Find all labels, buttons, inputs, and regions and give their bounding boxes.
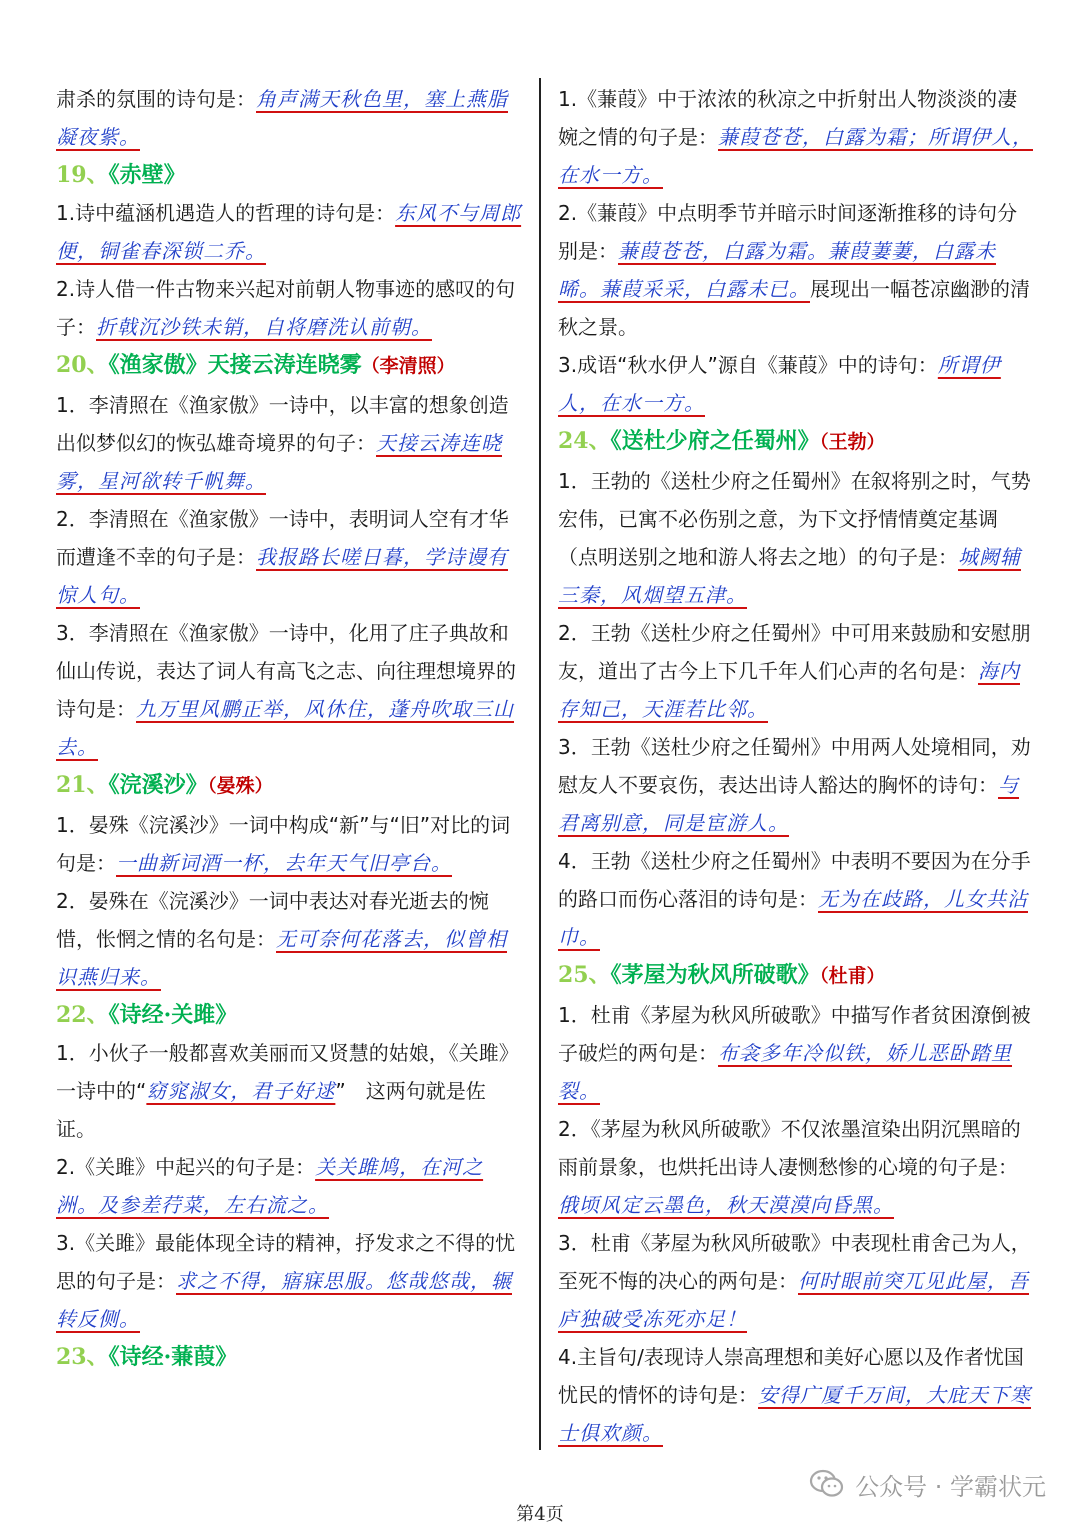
answer: 我报路长嗟日暮，学诗谩有惊人句。 xyxy=(56,545,508,607)
paragraph: 3．杜甫《茅屋为秋风所破歌》中表现杜甫舍己为人，至死不悔的决心的两句是：何时眼前突兀见此屋，吾庐独破受冻死亦足！ xyxy=(558,1231,1031,1331)
answer: 城阙辅三秦，风烟望五津。 xyxy=(558,545,1021,607)
paragraph: 3.成语“秋水伊人”源自《蒹葭》中的诗句：所谓伊人，在水一方。 xyxy=(558,353,1001,415)
section-heading: 25、《茅屋为秋风所破歌》（杜甫） xyxy=(558,962,885,988)
column-divider xyxy=(539,78,541,1450)
answer: 安得广厦千万间，大庇天下寒士俱欢颜。 xyxy=(558,1383,1031,1445)
answer: 九万里风鹏正举，风休住，蓬舟吹取三山去。 xyxy=(56,697,514,759)
answer: 折戟沉沙铁未销，自将磨洗认前朝。 xyxy=(96,315,432,339)
section-heading: 24、《送杜少府之任蜀州》（王勃） xyxy=(558,428,885,454)
paragraph: 2.《蒹葭》中点明季节并暗示时间逐渐推移的诗句分别是：蒹葭苍苍，白露为霜。蒹葭萋萋，白露未晞。蒹葭采采，白露未已。展现出一幅苍凉幽渺的清秋之景。 xyxy=(558,201,1030,339)
answer: 窈窕淑女，君子好逑 xyxy=(146,1079,336,1103)
wechat-watermark xyxy=(809,1464,1046,1504)
paragraph: 1．小伙子一般都喜欢美丽而又贤慧的姑娘，《关雎》一诗中的“窈窕淑女，君子好逑” 这两句就是佐证。 xyxy=(56,1041,519,1141)
answer: 蒹葭苍苍，白露为霜；所谓伊人，在水一方。 xyxy=(558,125,1033,187)
wechat-icon xyxy=(809,1468,845,1500)
paragraph: 1.诗中蕴涵机遇造人的哲理的诗句是：东风不与周郎便，铜雀春深锁二乔。 xyxy=(56,201,522,263)
paragraph: 1．杜甫《茅屋为秋风所破歌》中描写作者贫困潦倒被子破烂的两句是：布衾多年冷似铁，娇儿恶卧踏里裂。 xyxy=(558,1003,1031,1103)
answer: 所谓伊人，在水一方。 xyxy=(558,353,1001,415)
answer: 与君离别意，同是宦游人。 xyxy=(558,773,1019,835)
paragraph: 3．李清照在《渔家傲》一诗中，化用了庄子典故和仙山传说，表达了词人有高飞之志、向往理想境界的诗句是：九万里风鹏正举，风休住，蓬舟吹取三山去。 xyxy=(56,621,516,759)
paragraph: 2.诗人借一件古物来兴起对前朝人物事迹的感叹的句子：折戟沉沙铁未销，自将磨洗认前朝。 xyxy=(56,277,516,339)
paragraph: 4.主旨句/表现诗人崇高理想和美好心愿以及作者忧国忧民的情怀的诗句是：安得广厦千万间，大庇天下寒士俱欢颜。 xyxy=(558,1345,1031,1445)
wechat-brand-text: 公众号 · 学霸状元 xyxy=(855,1472,1046,1501)
answer: 无可奈何花落去，似曾相识燕归来。 xyxy=(56,927,507,989)
section-heading: 19、《赤壁》 xyxy=(56,162,186,188)
answer: 俄顷风定云墨色，秋天漠漠向昏黑。 xyxy=(558,1193,894,1217)
answer: 蒹葭苍苍，白露为霜。蒹葭萋萋，白露未晞。蒹葭采采，白露未已。 xyxy=(558,239,996,301)
answer: 天接云涛连晓雾，星河欲转千帆舞。 xyxy=(56,431,502,493)
paragraph: 2．李清照在《渔家傲》一诗中，表明词人空有才华而遭逢不幸的句子是：我报路长嗟日暮，学诗谩有惊人句。 xyxy=(56,507,509,607)
answer: 关关雎鸠，在河之洲。及参差荇菜，左右流之。 xyxy=(56,1155,484,1217)
paragraph: 1．王勃的《送杜少府之任蜀州》在叙将别之时，气势宏伟，已寓不必伤别之意，为下文抒情情奠定基调（点明送别之地和游人将去之地）的句子是：城阙辅三秦，风烟望五津。 xyxy=(558,469,1031,607)
paragraph: 3．王勃《送杜少府之任蜀州》中用两人处境相同，劝慰友人不要哀伤，表达出诗人豁达的胸怀的诗句：与君离别意，同是宦游人。 xyxy=(558,735,1031,835)
answer: 布衾多年冷似铁，娇儿恶卧踏里裂。 xyxy=(558,1041,1012,1103)
section-heading: 21、《浣溪沙》（晏殊） xyxy=(56,772,273,798)
answer: 东风不与周郎便，铜雀春深锁二乔。 xyxy=(56,201,522,263)
left-column xyxy=(56,80,522,1376)
answer: 何时眼前突兀见此屋，吾庐独破受冻死亦足！ xyxy=(558,1269,1029,1331)
paragraph: 1.《蒹葭》中于浓浓的秋凉之中折射出人物淡淡的凄婉之情的句子是：蒹葭苍苍，白露为霜；所谓伊人，在水一方。 xyxy=(558,87,1033,187)
answer: 无为在歧路，儿女共沾巾。 xyxy=(558,887,1028,949)
paragraph: 2．王勃《送杜少府之任蜀州》中可用来鼓励和安慰朋友，道出了古今上下几千年人们心声的名句是：海内存知己，天涯若比邻。 xyxy=(558,621,1031,721)
paragraph: 2．《茅屋为秋风所破歌》不仅浓墨渲染出阴沉黑暗的雨前景象，也烘托出诗人凄恻愁惨的心境的句子是：俄顷风定云墨色，秋天漠漠向昏黑。 xyxy=(558,1117,1021,1217)
right-column xyxy=(558,80,1036,1452)
page-number: 第4页 xyxy=(516,1504,564,1525)
paragraph: 3.《关雎》最能体现全诗的精神，抒发求之不得的忧思的句子是：求之不得，寤寐思服。悠哉悠哉，辗转反侧。 xyxy=(56,1231,516,1331)
section-heading: 22、《诗经·关雎》 xyxy=(56,1002,238,1028)
paragraph: 2．晏殊在《浣溪沙》一词中表达对春光逝去的惋惜，怅惘之情的名句是：无可奈何花落去，似曾相识燕归来。 xyxy=(56,889,507,989)
answer: 一曲新词酒一杯，去年天气旧亭台。 xyxy=(116,851,452,875)
answer: 海内存知己，天涯若比邻。 xyxy=(558,659,1020,721)
answer: 角声满天秋色里，塞上燕脂凝夜紫。 xyxy=(56,87,508,149)
paragraph: 1．晏殊《浣溪沙》一词中构成“新”与“旧”对比的词句是：一曲新词酒一杯，去年天气旧亭台。 xyxy=(56,813,511,875)
paragraph: 1．李清照在《渔家傲》一诗中，以丰富的想象创造出似梦似幻的恢弘雄奇境界的句子：天接云涛连晓雾，星河欲转千帆舞。 xyxy=(56,393,509,493)
section-heading: 20、《渔家傲》天接云涛连晓雾（李清照） xyxy=(56,352,455,378)
section-heading: 23、《诗经·蒹葭》 xyxy=(56,1344,238,1370)
paragraph: 2.《关雎》中起兴的句子是：关关雎鸠，在河之洲。及参差荇菜，左右流之。 xyxy=(56,1155,484,1217)
paragraph: 4．王勃《送杜少府之任蜀州》中表明不要因为在分手的路口而伤心落泪的诗句是：无为在歧路，儿女共沾巾。 xyxy=(558,849,1031,949)
paragraph: 肃杀的氛围的诗句是：角声满天秋色里，塞上燕脂凝夜紫。 xyxy=(56,87,508,149)
answer: 求之不得，寤寐思服。悠哉悠哉，辗转反侧。 xyxy=(56,1269,512,1331)
